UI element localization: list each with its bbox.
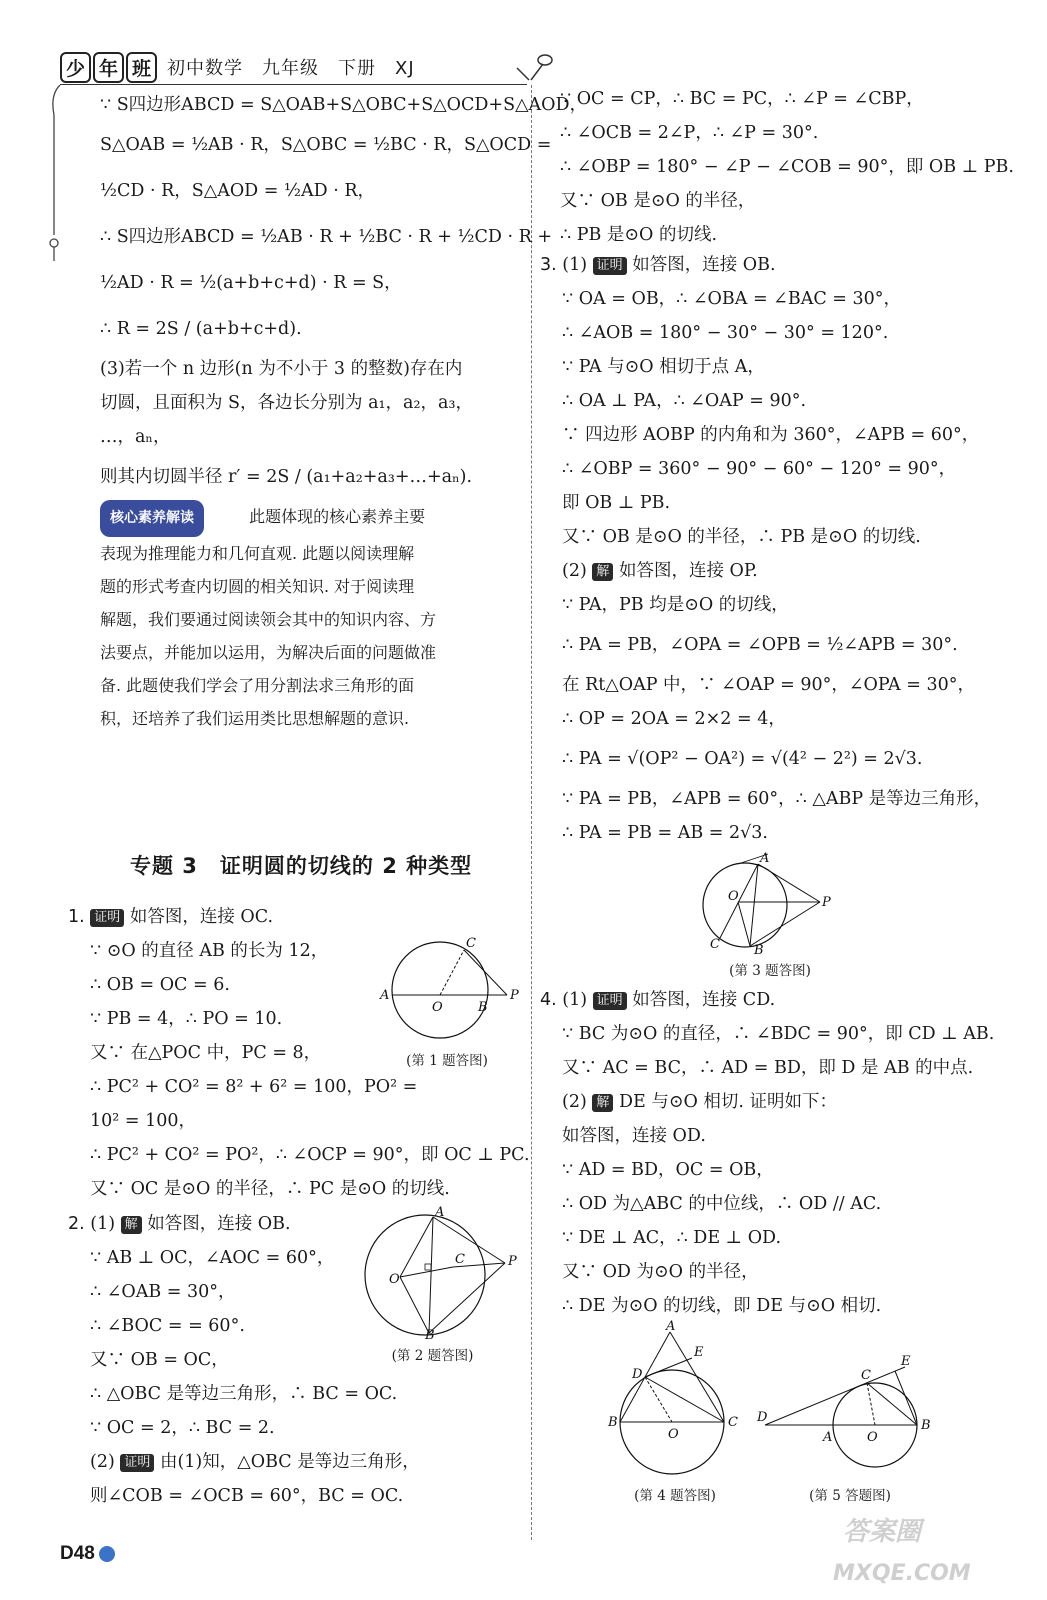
point-label: B — [425, 1328, 435, 1340]
text-line: ∴ PC² + CO² = 8² + 6² = 100，PO² = — [90, 1077, 418, 1097]
point-label: C — [710, 937, 720, 952]
text-line: ∴ PA = √(OP² − OA²) = √(4² − 2²) = 2√3. — [562, 749, 923, 769]
literacy-intro — [100, 500, 520, 537]
point-label: P — [508, 1254, 517, 1269]
question-number: 3. — [540, 255, 557, 275]
figure-q3 — [690, 850, 850, 985]
text-line: DE 与⊙O 相切. 证明如下： — [618, 1092, 838, 1112]
text-line: 积，还培养了我们运用类比思想解题的意识. — [100, 709, 410, 728]
section-title: 专题 3 证明圆的切线的 2 种类型 — [130, 854, 473, 878]
text-line: ∴ △OBC 是等边三角形，∴ BC = OC. — [90, 1384, 398, 1404]
text-line: ∵ S四边形ABCD = S△OAB+S△OBC+S△OCD+S△AOD， — [100, 95, 588, 115]
text-line: 又∵ OB 是⊙O 的半径， — [560, 191, 756, 211]
text-line: ∵ DE ⊥ AC，∴ DE ⊥ OD. — [562, 1228, 782, 1248]
solution-tag: 解 — [121, 1216, 142, 1234]
text-line: ∴ PB 是⊙O 的切线. — [560, 225, 718, 245]
text-line: ∴ PC² + CO² = PO²，∴ ∠OCP = 90°，即 OC ⊥ PC. — [90, 1145, 530, 1165]
question-4 — [540, 983, 1010, 1323]
part-label: (1) — [562, 255, 588, 275]
right-column — [560, 82, 1014, 252]
text-line: 此题体现的核心素养主要 — [249, 507, 426, 526]
text-line: ½CD · R，S△AOD = ½AD · R， — [100, 181, 375, 201]
text-line: ∴ ∠OAB = 30°， — [90, 1282, 236, 1302]
point-label: C — [466, 936, 476, 951]
point-label: O — [867, 1430, 878, 1445]
text-line: ∴ OP = 2OA = 2×2 = 4， — [562, 709, 786, 729]
text-line: ∴ ∠BOC = = 60°. — [90, 1316, 245, 1336]
text-line: 又∵ AC = BC，∴ AD = BD，即 D 是 AB 的中点. — [562, 1058, 974, 1078]
text-line: ∴ ∠AOB = 180° − 30° − 30° = 120°. — [562, 323, 889, 343]
part-label: (1) — [562, 990, 588, 1010]
text-line: 又∵ OC 是⊙O 的半径，∴ PC 是⊙O 的切线. — [90, 1179, 450, 1199]
text-line: (3)若一个 n 边形(n 为不小于 3 的整数)存在内 — [100, 359, 463, 379]
point-label: O — [668, 1427, 679, 1442]
figure-q1-diagram — [372, 935, 522, 1045]
text-line: ½AD · R = ½(a+b+c+d) · R = S， — [100, 273, 402, 293]
part-label: (2) — [90, 1452, 115, 1472]
text-line: ∵ OC = CP，∴ BC = PC，∴ ∠P = ∠CBP， — [560, 89, 924, 109]
figure-q4-diagram — [600, 1320, 750, 1480]
text-line: 即 OB ⊥ PB. — [562, 493, 671, 513]
text-line: ∴ OB = OC = 6. — [90, 975, 230, 995]
logo-char: 少 — [60, 52, 91, 83]
watermark-line: MXQE.COM — [833, 1561, 971, 1586]
text-line: ∴ PA = PB = AB = 2√3. — [562, 823, 768, 843]
text-line: ∴ ∠OBP = 180° − ∠P − ∠COB = 90°，即 OB ⊥ PB. — [560, 157, 1014, 177]
figure-q3-diagram — [690, 850, 850, 955]
figure-caption: (第 2 题答图) — [391, 1348, 474, 1364]
question-3 — [540, 248, 1010, 850]
text-line: S△OAB = ½AB · R，S△OBC = ½BC · R，S△OCD = — [100, 135, 552, 155]
figure-caption: (第 4 题答图) — [634, 1488, 716, 1504]
solution-tag: 解 — [592, 1094, 613, 1112]
text-line: 又∵ OD 为⊙O 的半径， — [562, 1262, 759, 1282]
text-line: ∵ OC = 2，∴ BC = 2. — [90, 1418, 275, 1438]
text-line: …，aₙ， — [100, 427, 171, 447]
point-label: A — [666, 1320, 676, 1334]
part-label: (2) — [562, 561, 587, 581]
text-line: 则∠COB = ∠OCB = 60°，BC = OC. — [90, 1486, 404, 1506]
text-line: ∵ PA，PB 均是⊙O 的切线， — [562, 595, 789, 615]
text-line: 又∵ OB 是⊙O 的半径，∴ PB 是⊙O 的切线. — [562, 527, 921, 547]
question-number: 4. — [540, 990, 557, 1010]
text-line: 如答图，连接 OB. — [147, 1214, 291, 1234]
question-number: 2. — [68, 1214, 85, 1234]
point-label: A — [435, 1205, 445, 1220]
text-line: ∴ R = 2S / (a+b+c+d). — [100, 319, 302, 339]
bird-decoration-icon — [515, 50, 555, 86]
page-dot-icon — [99, 1546, 115, 1562]
series-logo — [60, 52, 157, 83]
point-label: C — [455, 1252, 465, 1267]
text-line: 表现为推理能力和几何直观. 此题以阅读理解 — [100, 544, 415, 563]
text-line: ∵ 四边形 AOBP 的内角和为 360°，∠APB = 60°， — [562, 425, 980, 445]
text-line: ∴ DE 为⊙O 的切线，即 DE 与⊙O 相切. — [562, 1296, 882, 1316]
point-label: A — [823, 1430, 833, 1445]
figure-q4 — [600, 1320, 750, 1510]
page-header — [60, 50, 415, 84]
part-label: (2) — [562, 1092, 587, 1112]
proof-tag: 证明 — [90, 909, 124, 927]
text-line: 在 Rt△OAP 中，∵ ∠OAP = 90°，∠OPA = 30°， — [562, 675, 975, 695]
text-line: 如答图，连接 OC. — [129, 907, 274, 927]
point-label: E — [901, 1355, 911, 1369]
proof-tag: 证明 — [120, 1454, 154, 1472]
figure-q2 — [345, 1205, 520, 1375]
part-label: (1) — [90, 1214, 116, 1234]
point-label: A — [760, 851, 770, 866]
margin-ornament-icon — [48, 85, 62, 265]
figure-q1 — [372, 935, 522, 1075]
text-line: 又∵ 在△POC 中，PC = 8， — [90, 1043, 322, 1063]
point-label: C — [861, 1368, 871, 1383]
text-line: 如答图，连接 OP. — [618, 561, 758, 581]
point-label: D — [632, 1367, 643, 1382]
text-line: 10² = 100， — [90, 1111, 196, 1131]
question-number: 1. — [68, 907, 85, 927]
text-line: 备. 此题使我们学会了用分割法求三角形的面 — [100, 676, 415, 695]
point-label: B — [478, 1000, 488, 1015]
point-label: P — [822, 895, 831, 910]
text-line: 由(1)知，△OBC 是等边三角形， — [159, 1452, 420, 1472]
point-label: D — [757, 1410, 768, 1425]
proof-tag: 证明 — [593, 257, 627, 275]
book-subtitle: 初中数学 九年级 下册 XJ — [167, 58, 415, 79]
text-line: ∵ OA = OB，∴ ∠OBA = ∠BAC = 30°， — [562, 289, 902, 309]
figure-q2-diagram — [345, 1205, 520, 1340]
solution-tag: 解 — [592, 563, 613, 581]
logo-char: 班 — [126, 52, 157, 83]
text-line: 如答图，连接 OD. — [562, 1126, 706, 1146]
header-rule — [60, 84, 527, 85]
text-line: ∵ PB = 4，∴ PO = 10. — [90, 1009, 283, 1029]
page-footer — [60, 1543, 115, 1565]
core-literacy-banner: 核心素养解读 — [100, 500, 204, 537]
text-line: ∵ PA = PB，∠APB = 60°，∴ △ABP 是等边三角形， — [562, 789, 992, 809]
point-label: E — [694, 1345, 704, 1360]
point-label: B — [608, 1415, 618, 1430]
text-line: ∴ OD 为△ABC 的中位线，∴ OD // AC. — [562, 1194, 882, 1214]
text-line: 又∵ OB = OC， — [90, 1350, 229, 1370]
point-label: O — [389, 1272, 400, 1287]
text-line: 解题，我们要通过阅读领会其中的知识内容、方 — [100, 610, 437, 629]
text-line: ∵ BC 为⊙O 的直径，∴ ∠BDC = 90°，即 CD ⊥ AB. — [562, 1024, 995, 1044]
text-line: ∵ PA 与⊙O 相切于点 A， — [562, 357, 765, 377]
text-line: ∵ ⊙O 的直径 AB 的长为 12， — [90, 941, 329, 961]
text-line: 则其内切圆半径 r′ = 2S / (a₁+a₂+a₃+…+aₙ). — [100, 467, 473, 487]
text-line: ∵ AB ⊥ OC，∠AOC = 60°， — [90, 1248, 335, 1268]
point-label: A — [380, 988, 390, 1003]
point-label: O — [728, 889, 739, 904]
point-label: B — [754, 943, 764, 955]
text-line: 题的形式考查内切圆的相关知识. 对于阅读理 — [100, 577, 415, 596]
column-divider — [531, 85, 532, 1540]
figure-q5 — [755, 1355, 945, 1510]
text-line: ∴ PA = PB，∠OPA = ∠OPB = ½∠APB = 30°. — [562, 635, 958, 655]
figure-caption: (第 1 题答图) — [406, 1053, 488, 1069]
text-line: 切圆，且面积为 S，各边长分别为 a₁，a₂，a₃， — [100, 393, 473, 413]
point-label: P — [510, 988, 519, 1003]
text-line: 如答图，连接 CD. — [632, 990, 776, 1010]
left-column — [100, 88, 588, 735]
point-label: C — [728, 1415, 738, 1430]
logo-char: 年 — [93, 52, 124, 83]
text-line: ∴ ∠OBP = 360° − 90° − 60° − 120° = 90°， — [562, 459, 957, 479]
figure-q5-diagram — [755, 1355, 945, 1480]
text-line: 法要点，并能加以运用，为解决后面的问题做准 — [100, 643, 437, 662]
watermark-line: 答案圈 — [843, 1517, 922, 1547]
text-line: 如答图，连接 OB. — [632, 255, 776, 275]
text-line: ∴ ∠OCB = 2∠P，∴ ∠P = 30°. — [560, 123, 819, 143]
figure-caption: (第 3 题答图) — [729, 963, 811, 979]
point-label: B — [921, 1418, 931, 1433]
text-line: ∴ OA ⊥ PA，∴ ∠OAP = 90°. — [562, 391, 807, 411]
text-line: ∴ S四边形ABCD = ½AB · R + ½BC · R + ½CD · R + — [100, 227, 552, 247]
watermark-logo-icon — [823, 1500, 1023, 1590]
proof-tag: 证明 — [593, 992, 627, 1010]
point-label: O — [432, 1000, 443, 1015]
page-number: D48 — [60, 1543, 95, 1564]
text-line: ∵ AD = BD，OC = OB， — [562, 1160, 774, 1180]
figure-caption: (第 5 答题图) — [809, 1488, 891, 1504]
